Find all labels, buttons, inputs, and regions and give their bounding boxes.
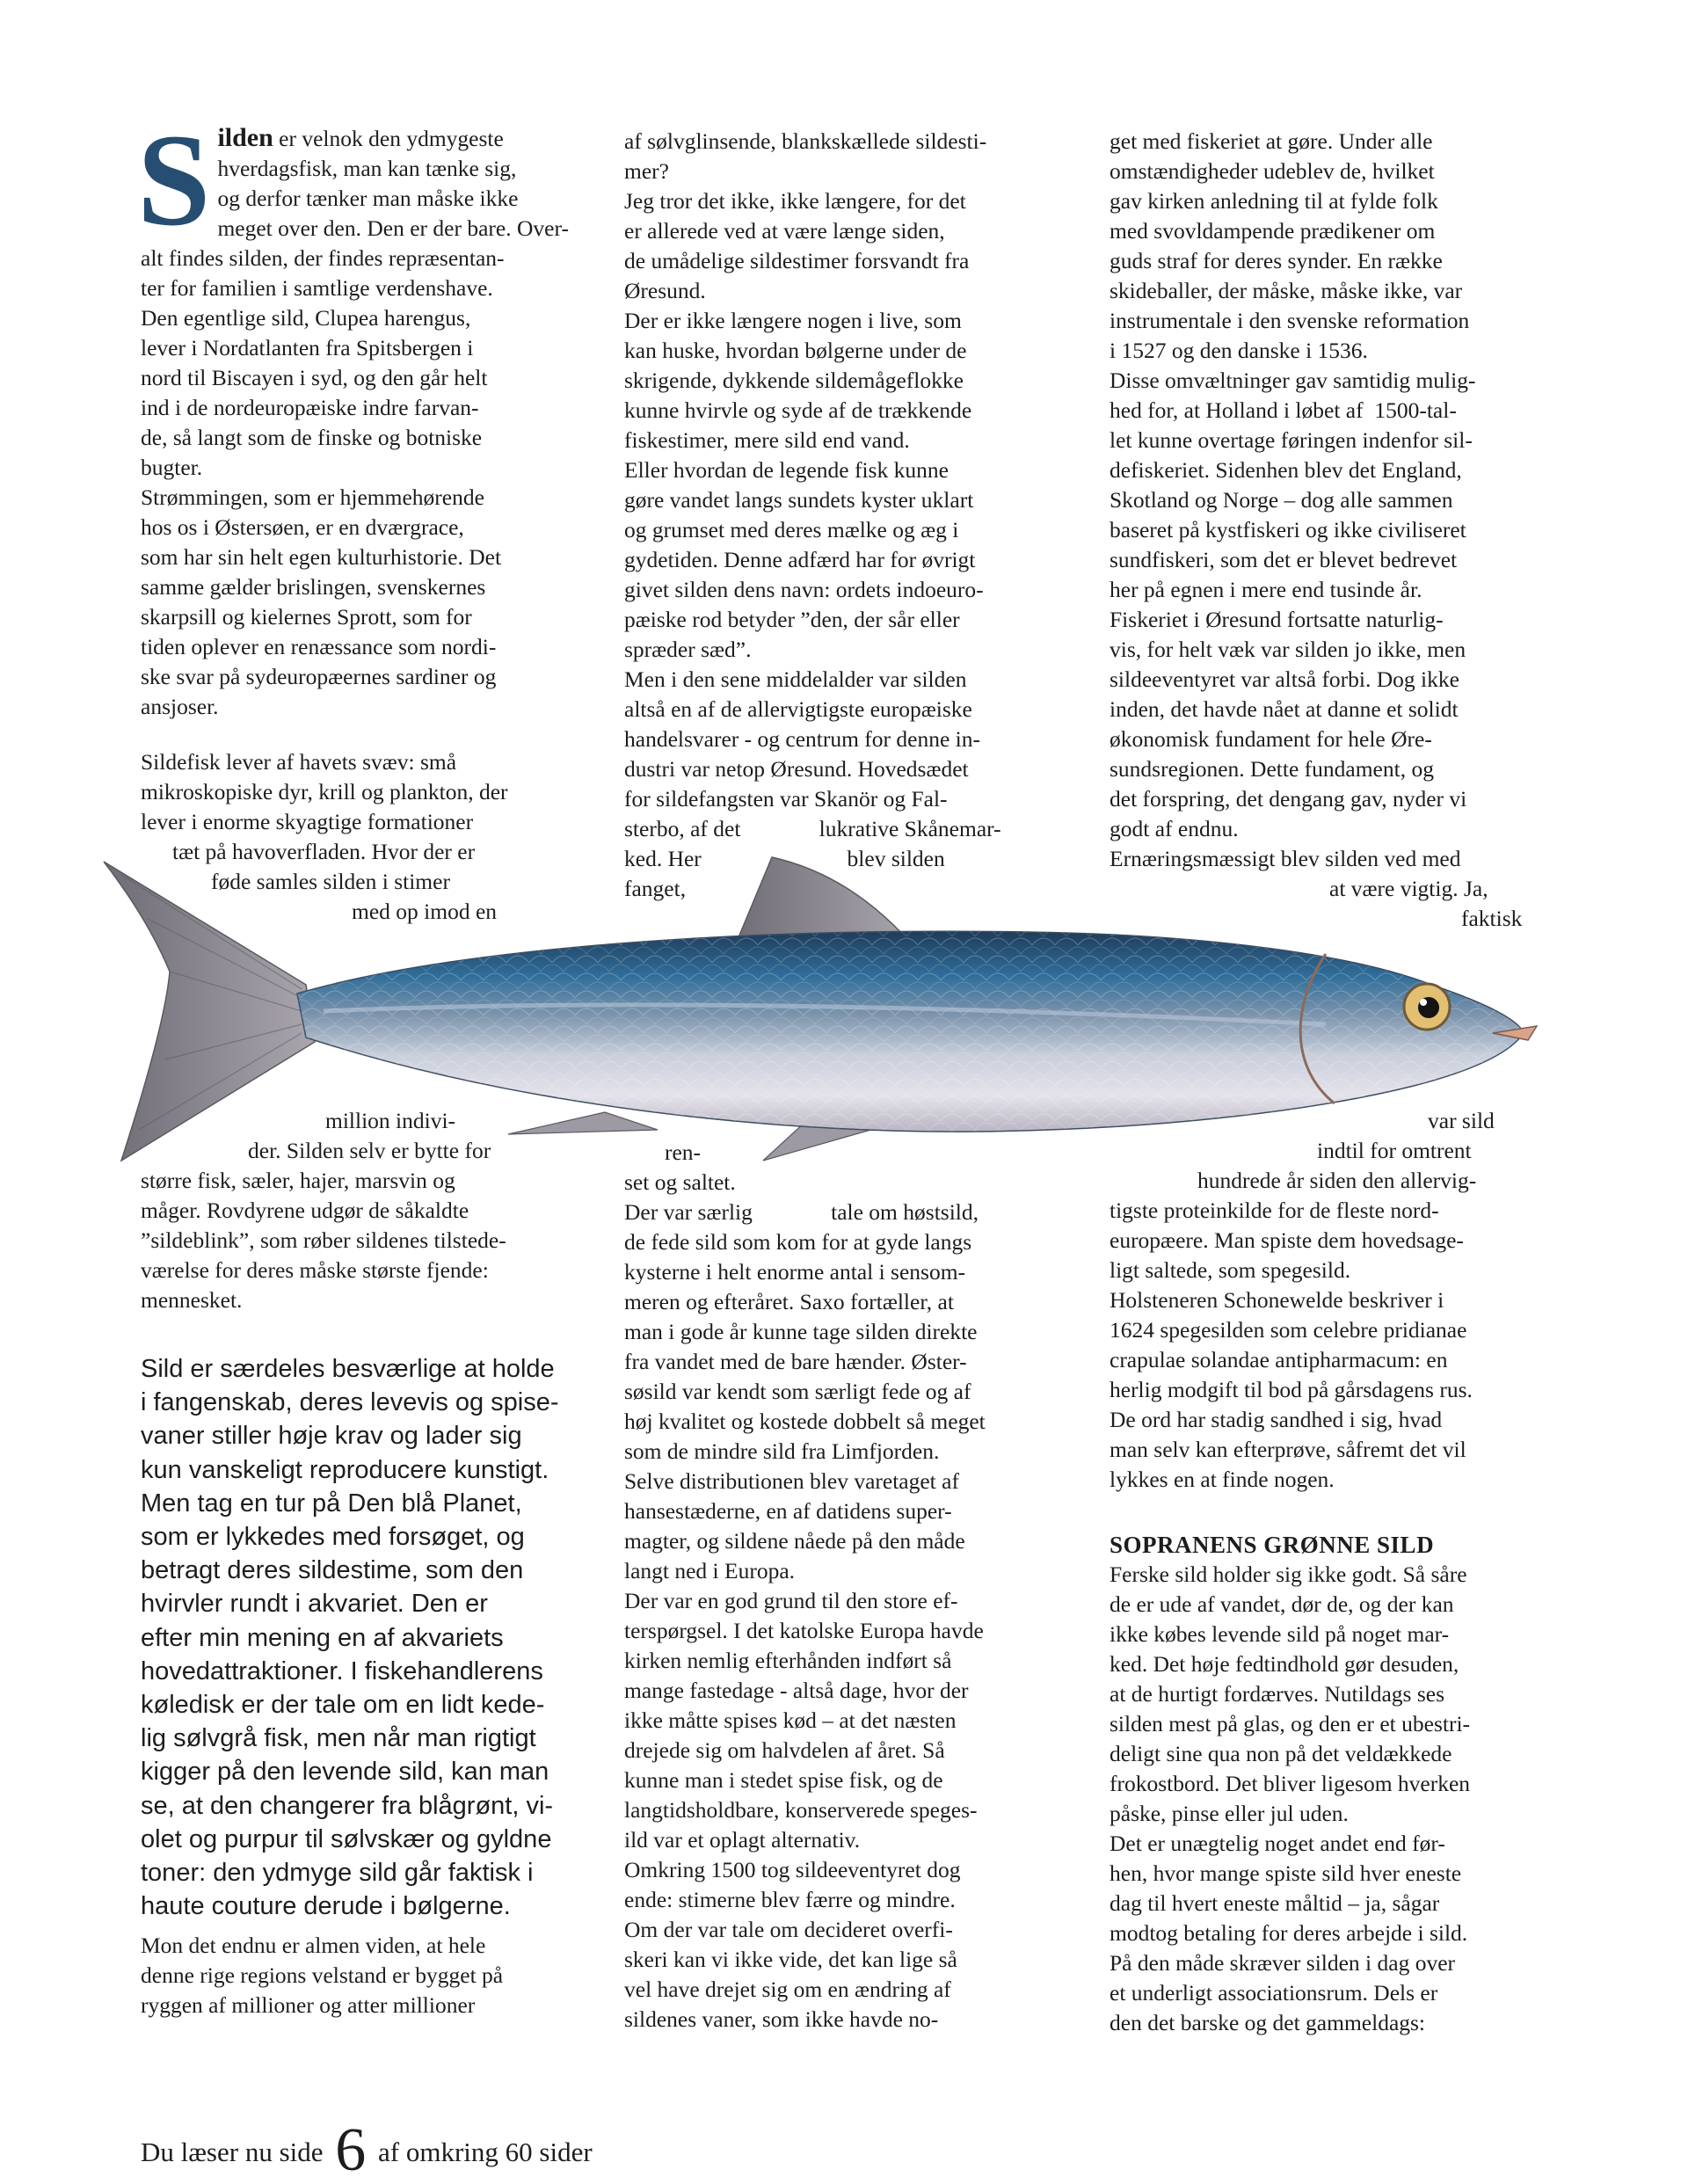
text-line: ryggen af millioner og atter millioner [141, 1992, 476, 2018]
text-line: er velnok den ydmygeste [279, 126, 504, 151]
text-line: skideballer, der måske, måske ikke, var [1110, 278, 1463, 303]
text-line: sterbo, af det lukrative Skånemar- [624, 816, 1001, 841]
text-line: hovedattraktioner. I fiskehandlerens [141, 1656, 543, 1685]
text-line: sildenes vaner, som ikke havde no- [624, 2006, 939, 2032]
text-line: større fisk, sæler, hajer, marsvin og [141, 1168, 455, 1193]
text-line: de, så langt som de finske og botniske [141, 425, 483, 450]
section-heading: SOPRANENS GRØNNE SILD [1110, 1532, 1435, 1558]
text-line: som har sin helt egen kulturhistorie. Det [141, 544, 502, 570]
text-line: kan huske, hvordan bølgerne under de [624, 338, 967, 363]
text-line: dustri var netop Øresund. Hovedsædet [624, 756, 969, 782]
text-line: at være vigtig. Ja, [1329, 876, 1488, 901]
text-line: instrumentale i den svenske reformation [1110, 308, 1470, 333]
text-line: crapulae solandae antipharmacum: en [1110, 1347, 1448, 1372]
text-line: 1624 spegesilden som celebre pridianae [1110, 1317, 1467, 1343]
text-line: vel have drejet sig om en ændring af [624, 1977, 951, 2002]
text-line: som er lykkedes med forsøget, og [141, 1523, 525, 1552]
text-line: lykkes en at finde nogen. [1110, 1467, 1335, 1492]
text-line: denne rige regions velstand er bygget på [141, 1962, 504, 1988]
text-line: alt findes silden, der findes repræsentan- [141, 245, 505, 271]
text-line: mikroskopiske dyr, krill og plankton, der [141, 779, 508, 804]
text-line: magter, og sildene nåede på den måde [624, 1528, 965, 1554]
text-line: som de mindre sild fra Limfjorden. [624, 1438, 940, 1464]
text-line: fra vandet med de bare hænder. Øster- [624, 1349, 967, 1374]
text-line: faktisk [1461, 906, 1523, 931]
text-line: man selv kan efterprøve, såfremt det vil [1110, 1437, 1466, 1462]
column-1-top [137, 107, 598, 722]
text-line: ind i de nordeuropæiske indre farvan- [141, 395, 479, 420]
text-line: de fede sild som kom for at gyde langs [624, 1229, 972, 1255]
text-line: i fangenskab, deres levevis og spise- [141, 1388, 559, 1417]
text-line: søsild var kendt som særligt fede og af [624, 1379, 971, 1404]
text-line: indtil for omtrent [1317, 1138, 1472, 1163]
text-line: hundrede år siden den allervig- [1197, 1168, 1477, 1193]
text-line: betragt deres sildestime, som den [141, 1556, 524, 1585]
herring-fish-illustration [95, 822, 1554, 1191]
text-line: Der er ikke længere nogen i live, som [624, 308, 962, 333]
text-line: mange fastedage - altså dage, hvor der [624, 1678, 969, 1703]
text-line: ligt saltede, som spegesild. [1110, 1257, 1351, 1283]
text-line: gydetiden. Denne adfærd har for øvrigt [624, 547, 976, 572]
text-line: ”sildeblink”, som røber sildenes tilstede- [141, 1227, 506, 1253]
text-line: ren- [665, 1139, 702, 1165]
text-line: fanget, [624, 876, 687, 901]
text-line: ansjoser. [141, 694, 219, 719]
text-line: vis, for helt væk var silden jo ikke, men [1110, 637, 1466, 662]
text-line: haute couture derude i bølgerne. [141, 1892, 511, 1921]
text-line: nord til Biscayen i syd, og den går helt [141, 365, 488, 390]
text-line: Skotland og Norge – dog alle sammen [1110, 487, 1453, 513]
column-3-bottom [1110, 1530, 1567, 2038]
text-line: i 1527 og den danske i 1536. [1110, 338, 1368, 363]
text-line: ild var et oplagt alternativ. [624, 1827, 861, 1853]
text-line: man i gode år kunne tage silden direkte [624, 1319, 978, 1344]
text-line: dag til hvert eneste måltid – ja, sågar [1110, 1890, 1440, 1916]
text-line: efter min mening en af akvariets [141, 1623, 504, 1652]
text-line: hed for, at Holland i løbet af 1500-tal- [1110, 397, 1457, 423]
pelvic-fin [508, 1112, 658, 1134]
text-line: tæt på havoverfladen. Hvor der er [172, 839, 476, 864]
text-line: Selve distributionen blev varetaget af [624, 1468, 959, 1494]
text-line: det forspring, det dengang gav, nyder vi [1110, 786, 1467, 812]
column-2-after-fish [624, 1138, 1081, 2035]
text-line: lever i Nordatlanten fra Spitsbergen i [141, 335, 474, 360]
text-line: Eller hvordan de legende fisk kunne [624, 457, 949, 483]
text-line: frokostbord. Det bliver ligesom hverken [1110, 1771, 1471, 1796]
text-line: Ferske sild holder sig ikke godt. Så såre [1110, 1562, 1467, 1587]
drop-cap: S [137, 107, 211, 253]
text-line: ikke måtte spises kød – at det næsten [624, 1707, 957, 1733]
text-line: Om der var tale om decideret overfi- [624, 1917, 953, 1942]
text-line: ikke købes levende sild på noget mar- [1110, 1621, 1450, 1647]
text-line: Den egentlige sild, Clupea harengus, [141, 305, 471, 331]
text-line: sildeeventyret var altså forbi. Dog ikke [1110, 666, 1459, 692]
text-line: Øresund. [624, 278, 706, 303]
text-line: påske, pinse eller jul uden. [1110, 1801, 1349, 1826]
page-footer [141, 2116, 593, 2184]
text-line: høj kvalitet og kostede dobbelt så meget [624, 1409, 986, 1434]
text-line: toner: den ydmyge sild går faktisk i [141, 1859, 534, 1888]
text-line: og grumset med deres mælke og æg i [624, 517, 959, 542]
text-line: Men i den sene middelalder var silden [624, 666, 967, 692]
footer-suffix: af omkring 60 sider [378, 2137, 593, 2167]
text-line: langt ned i Europa. [624, 1558, 796, 1583]
text-line: handelsvarer - og centrum for denne in- [624, 726, 980, 752]
text-line: inden, det havde nået at danne et solidt [1110, 696, 1459, 722]
text-line: samme gælder brislingen, svenskernes [141, 574, 486, 600]
text-line: defiskeriet. Sidenhen blev det England, [1110, 457, 1462, 483]
text-line: Mon det endnu er almen viden, at hele [141, 1933, 486, 1958]
text-line: måger. Rovdyrene udgør de såkaldte [141, 1198, 469, 1223]
text-line: mer? [624, 158, 669, 184]
tail-fin [104, 862, 315, 1161]
text-line: med svovldampende prædikener om [1110, 218, 1436, 244]
text-line: lig sølvgrå fisk, men når man rigtigt [141, 1724, 536, 1753]
text-line: Holsteneren Schonewelde beskriver i [1110, 1287, 1444, 1313]
text-line: deligt sine qua non på det veldækkede [1110, 1741, 1452, 1766]
column-1-bottom [141, 1931, 598, 2020]
footer-prefix: Du læser nu side [141, 2137, 324, 2167]
text-line: meget over den. Den er der bare. Over- [217, 215, 569, 241]
text-line: guds straf for deres synder. En række [1110, 248, 1443, 273]
text-line: kun vanskeligt reproducere kunstigt. [141, 1455, 549, 1484]
text-line: hos os i Østersøen, er en dværgrace, [141, 514, 464, 540]
text-line: gøre vandet langs sundets kyster uklart [624, 487, 974, 513]
text-line: Ernæringsmæssigt blev silden ved med [1110, 846, 1461, 871]
text-line: Men tag en tur på Den blå Planet, [141, 1489, 522, 1518]
text-line: silden mest på glas, og den er et ubestri- [1110, 1711, 1471, 1736]
text-line: modtog betaling for deres arbejde i sild. [1110, 1920, 1468, 1946]
text-line: hen, hvor mange spiste sild hver eneste [1110, 1860, 1462, 1886]
text-line: køledisk er der tale om en lidt kede- [141, 1691, 545, 1720]
text-line: ter for familien i samtlige verdenshave. [141, 275, 493, 301]
text-line: hverdagsfisk, man kan tænke sig, [217, 156, 517, 181]
text-line: og derfor tænker man måske ikke [217, 186, 519, 211]
text-line: ske svar på sydeuropæernes sardiner og [141, 664, 497, 689]
text-line: europæere. Man spiste dem hovedsage- [1110, 1227, 1464, 1253]
text-line: kunne hvirvle og syde af de trækkende [624, 397, 972, 423]
text-line: herlig modgift til bod på gårsdagens rus. [1110, 1377, 1473, 1402]
text-line: ked. Det høje fedtindhold gør desuden, [1110, 1651, 1459, 1677]
text-line: Jeg tror det ikke, ikke længere, for det [624, 188, 966, 214]
text-line: skrigende, dykkende sildemågeflokke [624, 368, 964, 393]
column-3-top [1110, 127, 1567, 934]
text-line: bugter. [141, 455, 203, 480]
text-line: her på egnen i mere end tusinde år. [1110, 577, 1422, 602]
text-line: den det barske og det gammeldags: [1110, 2010, 1426, 2035]
text-line: ked. Her blev silden [624, 846, 945, 871]
text-line: godt af endnu. [1110, 816, 1239, 841]
text-line: Det er unægtelig noget andet end før- [1110, 1831, 1445, 1856]
text-line: lever i enorme skyagtige formationer [141, 809, 474, 834]
text-line: kirken nemlig efterhånden indført så [624, 1648, 952, 1673]
text-line: for sildefangsten var Skanör og Fal- [624, 786, 948, 812]
text-line: tiden oplever en renæssance som nordi- [141, 634, 497, 659]
text-line: et underligt associationsrum. Dels er [1110, 1980, 1438, 2006]
text-line: de umådelige sildestimer forsvandt fra [624, 248, 970, 273]
text-line: at de hurtigt fordærves. Nutildags ses [1110, 1681, 1445, 1707]
text-line: På den måde skræver silden i dag over [1110, 1950, 1456, 1976]
text-line: Omkring 1500 tog sildeeventyret dog [624, 1857, 961, 1882]
text-line: Sildefisk lever af havets svæv: små [141, 749, 457, 775]
text-line: sundsregionen. Dette fundament, og [1110, 756, 1434, 782]
text-line: økonomisk fundament for hele Øre- [1110, 726, 1432, 752]
text-line: skeri kan vi ikke vide, det kan lige så [624, 1947, 957, 1972]
text-line: hvirvler rundt i akvariet. Den er [141, 1590, 488, 1619]
text-line: drejede sig om halvdelen af året. Så [624, 1737, 945, 1763]
text-line: Strømmingen, som er hjemmehørende [141, 484, 484, 510]
text-line: tigste proteinkilde for de fleste nord- [1110, 1198, 1439, 1223]
text-line: kigger på den levende sild, kan man [141, 1758, 549, 1787]
text-line: million indivi- [325, 1108, 456, 1133]
text-line: fiskestimer, mere sild end vand. [624, 427, 910, 453]
text-line: Disse omvæltninger gav samtidig mulig- [1110, 368, 1476, 393]
text-line: værelse for deres måske største fjende: [141, 1257, 489, 1283]
text-line: langtidsholdbare, konserverede speges- [624, 1797, 978, 1823]
text-line: kunne man i stedet spise fisk, og de [624, 1767, 943, 1793]
text-line: ende: stimerne blev færre og mindre. [624, 1887, 956, 1912]
text-line: med op imod en [352, 899, 498, 924]
text-line: vaner stiller høje krav og lader sig [141, 1422, 522, 1451]
text-line: Der var særlig tale om høstsild, [624, 1199, 979, 1225]
text-line: set og saltet. [624, 1169, 736, 1195]
text-line: omstændigheder udeblev de, hvilket [1110, 158, 1435, 184]
text-line: kysterne i helt enorme antal i sensom- [624, 1259, 966, 1285]
column-2-top [624, 127, 1081, 904]
text-line: let kunne overtage føringen indenfor sil- [1110, 427, 1473, 453]
text-line: der. Silden selv er bytte for [248, 1138, 491, 1163]
text-line: er allerede ved at være længe siden, [624, 218, 945, 244]
lead-word: ilden [217, 123, 273, 152]
text-line: De ord har stadig sandhed i sig, hvad [1110, 1407, 1443, 1432]
text-line: hansestæderne, en af datidens super- [624, 1498, 952, 1524]
text-line: var sild [1428, 1108, 1495, 1133]
text-line: spræder sæd”. [624, 637, 752, 662]
column-1-sans-paragraph [141, 1352, 615, 1923]
text-line: Fiskeriet i Øresund fortsatte naturlig- [1110, 607, 1444, 632]
text-line: givet silden dens navn: ordets indoeuro- [624, 577, 984, 602]
text-line: altså en af de allervigtigste europæiske [624, 696, 972, 722]
text-line: meren og efteråret. Saxo fortæller, at [624, 1289, 954, 1314]
text-line: pæiske rod betyder ”den, der sår eller [624, 607, 960, 632]
text-line: af sølvglinsende, blankskællede sildesti- [624, 128, 987, 154]
text-line: baseret på kystfiskeri og ikke civiliseret [1110, 517, 1466, 542]
text-line: Der var en god grund til den store ef- [624, 1588, 958, 1613]
text-line: olet og purpur til sølvskær og gyldne [141, 1824, 552, 1853]
text-line: se, at den changerer fra blågrønt, vi- [141, 1791, 554, 1820]
text-line: sundfiskeri, som det er blevet bedrevet [1110, 547, 1458, 572]
text-line: gav kirken anledning til at fylde folk [1110, 188, 1438, 214]
text-line: føde samles silden i stimer [211, 869, 450, 894]
text-line: Sild er særdeles besværlige at holde [141, 1355, 555, 1383]
text-line: mennesket. [141, 1287, 243, 1313]
text-line: terspørgsel. I det katolske Europa havde [624, 1618, 984, 1643]
text-line: de er ude af vandet, dør de, og der kan [1110, 1591, 1454, 1617]
text-line: get med fiskeriet at gøre. Under alle [1110, 128, 1433, 154]
page-number: 6 [335, 2116, 367, 2184]
text-line: skarpsill og kielernes Sprott, som for [141, 604, 472, 630]
